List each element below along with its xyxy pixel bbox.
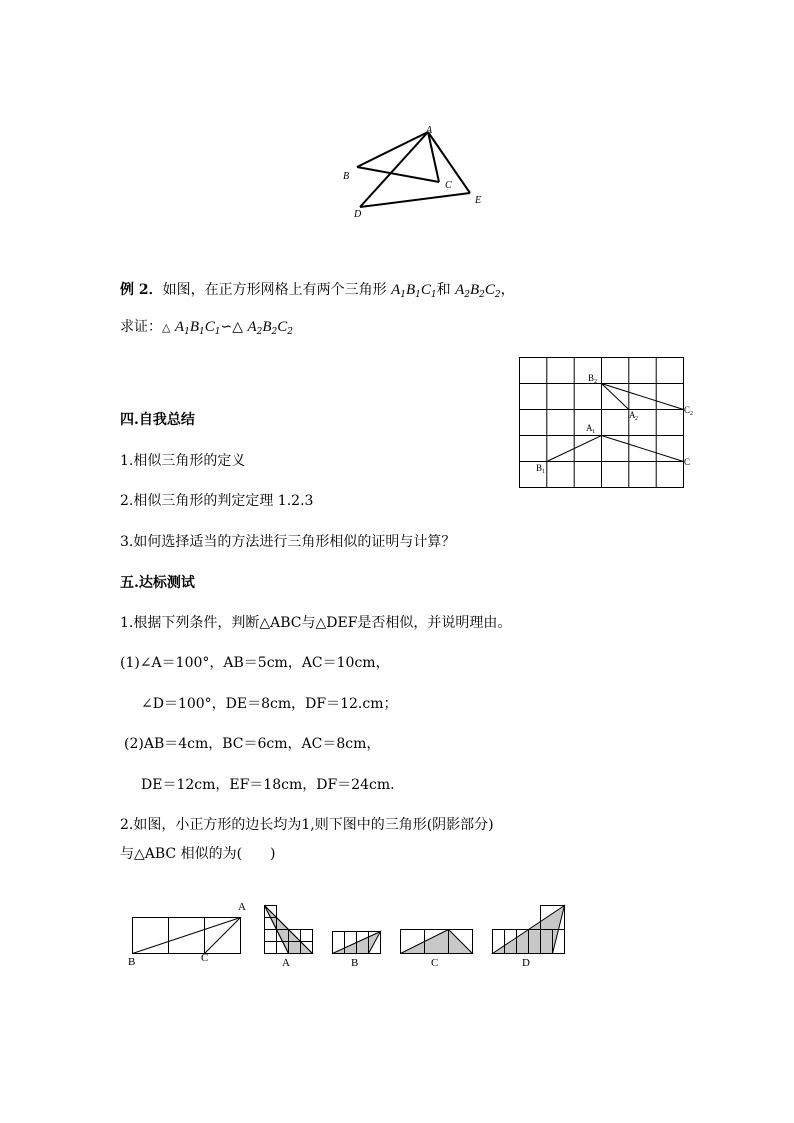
section4-heading: 四.自我总结 — [120, 412, 195, 428]
question-1-line-4: DE＝12cm，EF＝18cm，DF＝24cm. — [141, 777, 395, 793]
question-2-line-1: 2.如图，小正方形的边长均为1,则下图中的三角形(阴影部分) — [120, 817, 494, 833]
figure-options — [120, 895, 580, 975]
svg-text:A: A — [282, 957, 290, 969]
label-a: A — [426, 125, 433, 136]
svg-text:B: B — [351, 957, 359, 969]
question-2-line-2: 与△ABC 相似的为( ) — [120, 846, 276, 862]
label-b: B — [343, 171, 350, 182]
svg-text:C: C — [684, 457, 691, 467]
option-a-figure — [265, 906, 313, 954]
svg-text:A: A — [629, 410, 636, 420]
example2-prefix: 例 2． — [120, 282, 163, 298]
svg-text:D: D — [522, 957, 530, 969]
label-e: E — [475, 195, 482, 206]
question-1-line-3: (2)AB＝4cm，BC＝6cm，AC＝8cm， — [124, 736, 381, 752]
option-c-figure — [401, 930, 473, 954]
seg-ab — [357, 132, 428, 167]
label-c: C — [445, 180, 452, 191]
section4-item-3: 3.如何选择适当的方法进行三角形相似的证明与计算？ — [120, 534, 456, 550]
example2-line: 例 2．如图，在正方形网格上有两个三角形 $A_1B_1C_1$和 $A_2B_2C_2$， — [120, 282, 515, 300]
svg-text:1: 1 — [542, 469, 545, 475]
figure-triangles-abcde — [330, 115, 510, 225]
svg-text:C: C — [201, 952, 209, 964]
triangle-a2b2c2 — [602, 384, 684, 410]
question-1-line-2: ∠D＝100°，DE＝8cm，DF＝12.cm； — [141, 696, 398, 712]
svg-text:C: C — [684, 405, 691, 415]
example2-text: 如图，在正方形网格上有两个三角形 — [162, 282, 387, 298]
grid-figure — [516, 355, 693, 490]
svg-text:C: C — [431, 957, 439, 969]
option-b-figure — [333, 932, 381, 954]
question-1-line-1: (1)∠A＝100°，AB＝5cm，AC＝10cm， — [120, 655, 390, 671]
seg-bc — [357, 167, 439, 182]
svg-text:B: B — [128, 956, 136, 968]
svg-text:1: 1 — [592, 429, 595, 435]
svg-text:2: 2 — [635, 416, 638, 422]
triangle-a1b1c1 — [547, 436, 684, 462]
section4-item-1: 1.相似三角形的定义 — [120, 453, 246, 469]
svg-text:2: 2 — [690, 411, 693, 417]
section4-item-2: 2.相似三角形的判定定理 1.2.3 — [120, 493, 314, 509]
question-1: 1.根据下列条件，判断△ABC与△DEF是否相似，并说明理由。 — [120, 615, 512, 631]
svg-text:A: A — [238, 901, 246, 913]
section5-heading: 五.达标测试 — [120, 575, 195, 591]
seg-de — [360, 193, 470, 207]
label-d: D — [354, 209, 362, 220]
option-d-figure — [493, 906, 565, 954]
prove-line: 求证：△ $A_1B_1C_1∽\triangle$ $A_2B_2C_2$ — [120, 319, 294, 337]
svg-text:A: A — [586, 423, 593, 433]
svg-text:B: B — [588, 373, 595, 383]
main-triangle-grid — [133, 918, 241, 954]
svg-text:B: B — [536, 463, 543, 473]
svg-text:2: 2 — [594, 379, 597, 385]
